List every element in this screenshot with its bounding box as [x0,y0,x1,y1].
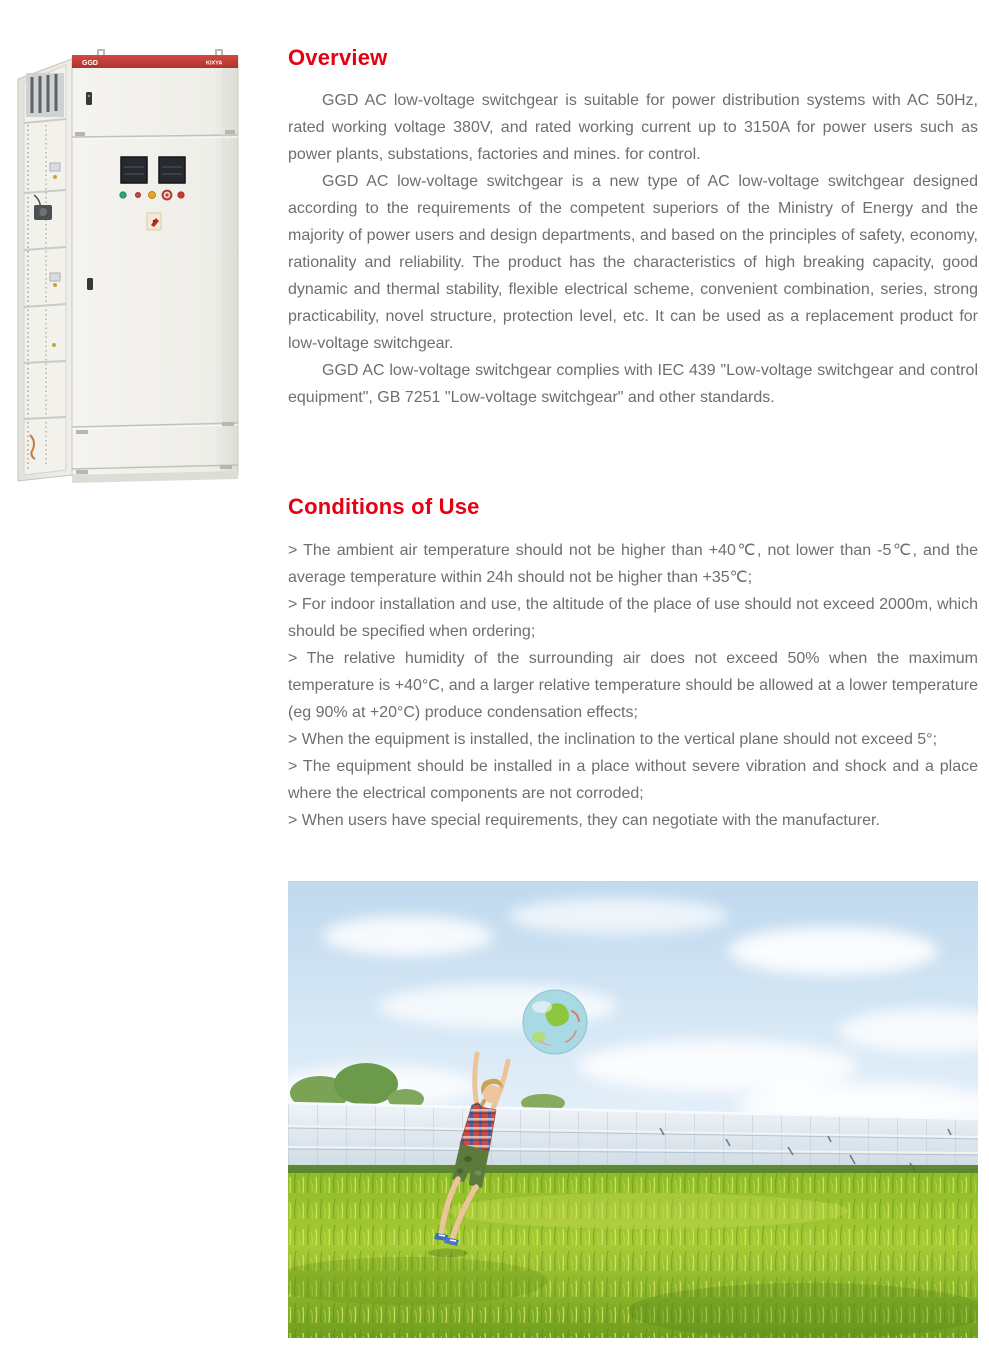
boy-shadow [428,1249,468,1258]
cabinet-illustration [10,45,265,485]
cabinet-brand-left: GGD [82,60,98,67]
cabinet-brand-right: KIXYA [206,60,223,67]
control-switch [147,213,161,230]
photo-illustration [288,881,978,1338]
condition-item-4: > When the equipment is installed, the inclination to the vertical plane should not exceed 5°; [288,731,938,748]
overview-paragraph-1: GGD AC low-voltage switchgear is suitable for power distribution systems with AC 50Hz, rated working voltage 380V, and rated working current up to 3150A for power users such as power plants, substations, factories and mines. for control. [288,92,978,163]
conditions-title: Conditions of Use [288,494,480,519]
condition-item-2: > For indoor installation and use, the altitude of the place of use should not exceed 2000m, which should be specified when ordering; [288,596,978,640]
globe-ball [523,990,587,1054]
overview-paragraph-2: GGD AC low-voltage switchgear is a new type of AC low-voltage switchgear designed according to the requirements of the competent superiors of the Ministry of Energy and the majority of power users and design departments, and based on the principles of safety, economy, rationality and reliability. The product has the characteristics of high breaking capacity, good dynamic and thermal stability, flexible electrical scheme, convenient combination, series, strong practicability, novel structure, protection level, etc. It can be used as a replacement product for low-voltage switchgear. [288,173,978,352]
door-lock-upper [86,92,92,105]
cabinet-side-frame [18,59,72,481]
door-lock-main [87,278,93,290]
condition-item-5: > The equipment should be installed in a place without severe vibration and shock and a place where the electrical components are not corroded; [288,758,978,802]
main-content [288,45,978,834]
condition-item-6: > When users have special requirements, they can negotiate with the manufacturer. [288,812,880,829]
grass-field [288,1165,978,1338]
condition-item-1: > The ambient air temperature should not be higher than +40℃, not lower than -5℃, and the average temperature within 24h should not be higher than +35℃; [288,542,978,586]
solar-field-photo [288,881,978,1338]
cabinet-front [72,55,238,483]
overview-title: Overview [288,45,388,70]
overview-paragraph-3: GGD AC low-voltage switchgear complies with IEC 439 "Low-voltage switchgear and control equipment", GB 7251 "Low-voltage switchgear" and other standards. [288,362,978,406]
product-image-switchgear [10,45,265,485]
condition-item-3: > The relative humidity of the surrounding air does not exceed 50% when the maximum temperature is +40°C, and a larger relative temperature should be allowed at a lower temperature (eg 90% at +20°C) produce condensation effects; [288,650,978,721]
